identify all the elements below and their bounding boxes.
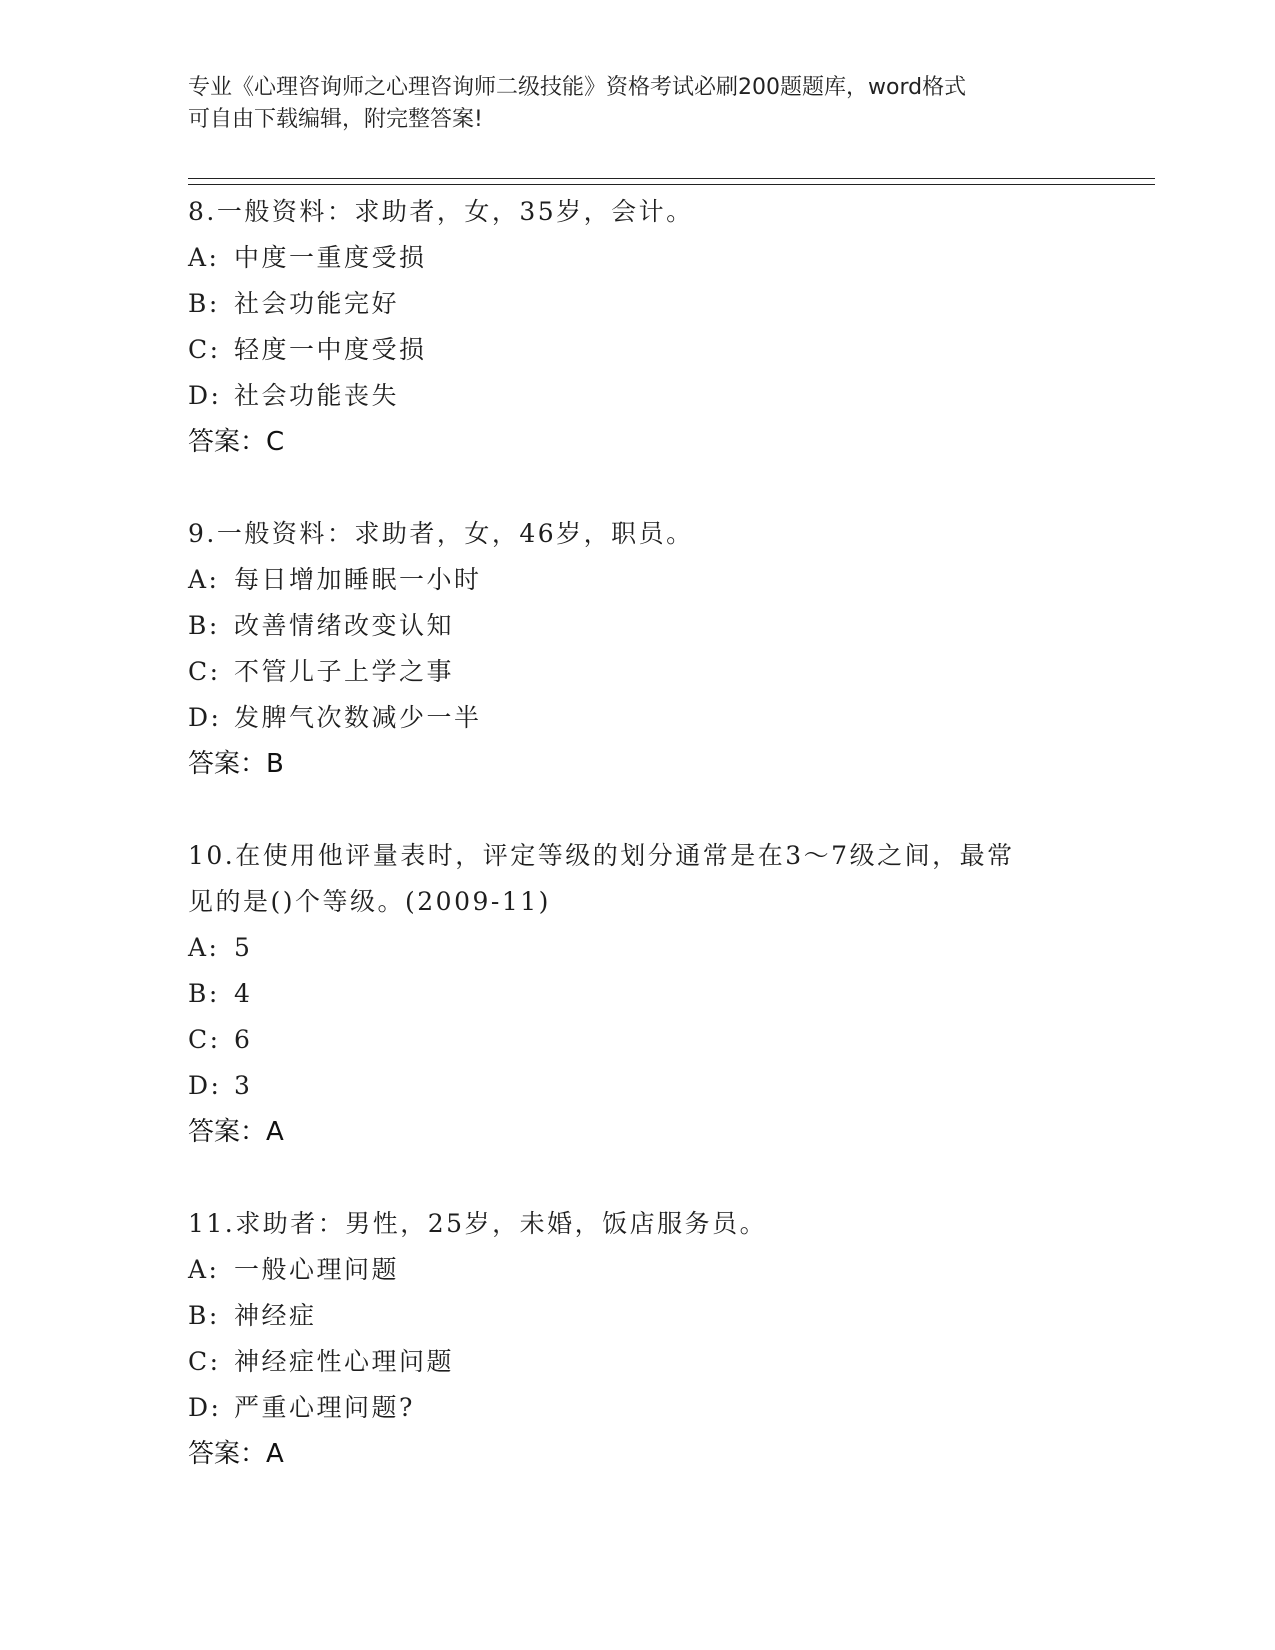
option-b — [188, 603, 1088, 649]
option-a — [188, 1247, 1088, 1293]
option-b — [188, 281, 1088, 327]
option-letter: D: — [188, 703, 222, 732]
option-d — [188, 1385, 1088, 1431]
option-letter: B: — [188, 611, 220, 640]
question-stem: 11.求助者：男性，25岁，未婚，饭店服务员。 — [188, 1209, 768, 1238]
document-header — [188, 72, 1088, 136]
option-c — [188, 1017, 1088, 1063]
option-letter: B: — [188, 979, 220, 1008]
option-letter: A: — [188, 243, 220, 272]
header-line-2: 可自由下载编辑，附完整答案! — [188, 107, 483, 132]
option-letter: C: — [188, 1347, 221, 1376]
option-b — [188, 971, 1088, 1017]
option-c — [188, 1339, 1088, 1385]
option-c — [188, 649, 1088, 695]
option-a — [188, 925, 1088, 971]
option-letter: B: — [188, 289, 220, 318]
option-text: 5 — [234, 933, 253, 962]
option-text: 社会功能完好 — [234, 289, 400, 318]
option-text: 严重心理问题? — [234, 1393, 415, 1422]
question-10 — [188, 833, 1088, 1155]
option-text: 6 — [234, 1025, 253, 1054]
option-text: 不管儿子上学之事 — [234, 657, 455, 686]
question-8 — [188, 189, 1088, 465]
option-d — [188, 373, 1088, 419]
option-text: 社会功能丧失 — [234, 381, 400, 410]
answer-label: 答案：B — [188, 749, 284, 779]
answer-label: 答案：C — [188, 427, 285, 457]
option-d — [188, 695, 1088, 741]
option-letter: C: — [188, 335, 221, 364]
option-text: 改善情绪改变认知 — [234, 611, 455, 640]
option-text: 一般心理问题 — [234, 1255, 400, 1284]
option-letter: A: — [188, 565, 220, 594]
header-line-1: 专业《心理咨询师之心理咨询师二级技能》资格考试必刷200题题库，word格式 — [188, 75, 967, 100]
option-c — [188, 327, 1088, 373]
answer-label: 答案：A — [188, 1439, 284, 1469]
option-letter: C: — [188, 1025, 221, 1054]
option-text: 3 — [234, 1071, 253, 1100]
option-a — [188, 235, 1088, 281]
option-letter: D: — [188, 381, 222, 410]
option-text: 4 — [234, 979, 253, 1008]
option-text: 中度一重度受损 — [234, 243, 427, 272]
option-letter: A: — [188, 933, 220, 962]
option-letter: B: — [188, 1301, 220, 1330]
option-text: 每日增加睡眠一小时 — [234, 565, 482, 594]
question-11 — [188, 1201, 1088, 1477]
header-divider-bottom — [188, 184, 1155, 185]
option-letter: D: — [188, 1071, 222, 1100]
option-text: 发脾气次数减少一半 — [234, 703, 482, 732]
option-d — [188, 1063, 1088, 1109]
option-letter: A: — [188, 1255, 220, 1284]
question-list — [188, 189, 1088, 1523]
option-letter: C: — [188, 657, 221, 686]
option-b — [188, 1293, 1088, 1339]
option-text: 神经症性心理问题 — [234, 1347, 455, 1376]
option-a — [188, 557, 1088, 603]
question-stem-line-1: 10.在使用他评量表时，评定等级的划分通常是在3～7级之间，最常 — [188, 841, 1015, 870]
question-stem: 9.一般资料：求助者，女，46岁，职员。 — [188, 519, 694, 548]
header-divider-top — [188, 178, 1155, 179]
option-text: 轻度一中度受损 — [234, 335, 427, 364]
question-9 — [188, 511, 1088, 787]
answer-label: 答案：A — [188, 1117, 284, 1147]
option-text: 神经症 — [234, 1301, 317, 1330]
question-stem: 8.一般资料：求助者，女，35岁，会计。 — [188, 197, 694, 226]
option-letter: D: — [188, 1393, 222, 1422]
question-stem-line-2: 见的是()个等级。(2009-11) — [188, 887, 551, 916]
